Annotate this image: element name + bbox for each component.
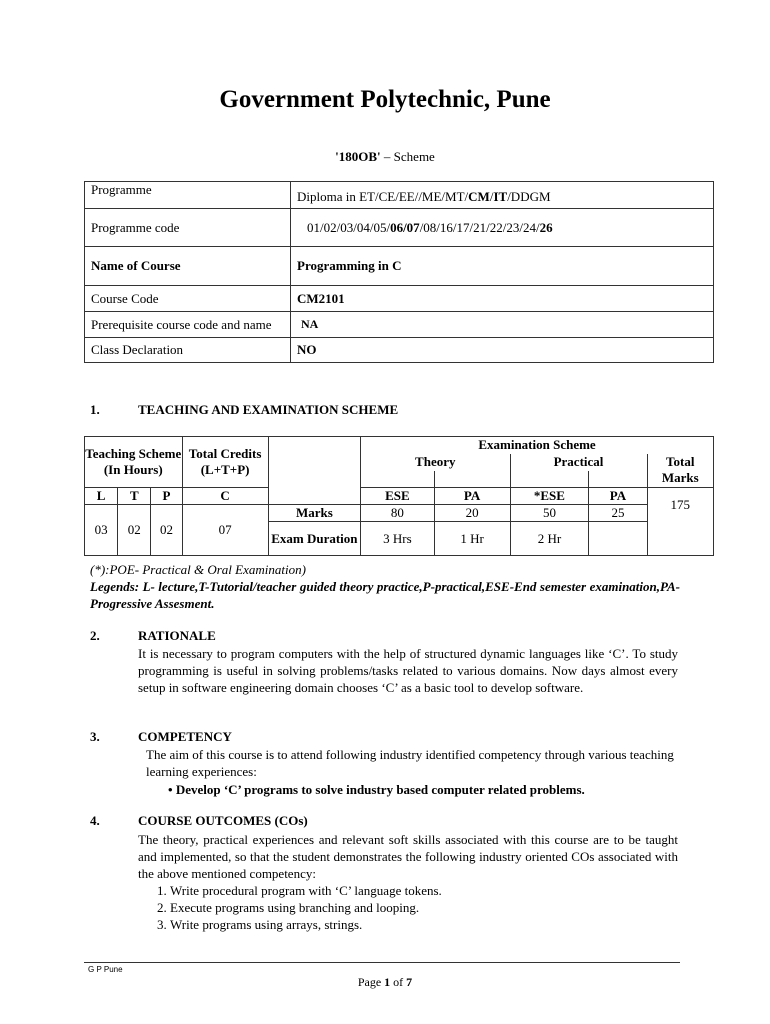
ese-header: ESE [361,488,435,505]
list-item: 2. Execute programs using branching and looping. [170,899,670,916]
section-3-title: COMPETENCY [138,729,232,744]
l-value: 03 [85,505,118,556]
class-declaration-value: NO [291,338,714,363]
total-marks-header: Total Marks [647,454,714,488]
rationale-text: It is necessary to program computers with the help of structured dynamic languages like ‘C’. To study programming is useful in solving problems/tasks related to various domains. Now days almost every setup in software engineering domain chooses ‘C’ as a basic tool to develop software. [138,646,678,695]
scheme-heading [0,149,770,165]
blank-cell [361,471,435,488]
pa2-marks: 25 [589,505,647,522]
competency-bullet [168,781,688,798]
teaching-exam-table [84,436,714,556]
ese-duration: 3 Hrs [361,522,435,556]
blank-cell [589,471,647,488]
t-header: T [118,488,151,505]
poe-note: (*):POE- Practical & Oral Examination) [90,562,306,577]
pa-duration: 1 Hr [434,522,510,556]
bullet-icon: • [168,782,176,797]
star-ese-marks: 50 [510,505,589,522]
blank-cell [268,454,360,471]
section-4-number: 4. [90,813,100,828]
footer-divider [84,962,680,963]
prerequisite-value: NA [291,312,714,338]
examination-scheme-header: Examination Scheme [361,437,714,454]
footer-left-text: G P Pune [88,965,123,974]
teaching-scheme-header: Teaching Scheme (In Hours) [85,437,183,488]
blank-cell [510,471,589,488]
theory-header: Theory [361,454,510,471]
t-value: 02 [118,505,151,556]
p-header: P [151,488,182,505]
scheme-suffix: – Scheme [380,149,435,164]
total-credits-header: Total Credits (L+T+P) [182,437,268,488]
course-name-label: Name of Course [85,247,291,286]
document-title: Government Polytechnic, Pune [219,86,551,113]
course-code-label: Course Code [85,286,291,312]
section-2-number: 2. [90,628,100,643]
blank-cell [434,471,510,488]
exam-duration-label: Exam Duration [268,522,360,556]
l-header: L [85,488,118,505]
scheme-name: '180OB' [335,149,381,164]
programme-label: Programme [85,182,291,209]
star-ese-header: *ESE [510,488,589,505]
star-ese-duration: 2 Hr [510,522,589,556]
c-value: 07 [182,505,268,556]
page-number: Page 1 of 7 [357,975,413,989]
list-item: 3. Write programs using arrays, strings. [170,916,670,933]
section-1-number: 1. [90,402,100,417]
course-info-table [84,181,714,363]
class-declaration-label: Class Declaration [85,338,291,363]
programme-code-value: 01/02/03/04/05/06/07/08/16/17/21/22/23/24/26 [291,209,714,247]
list-item: 1. Write procedural program with ‘C’ language tokens. [170,882,670,899]
blank-cell [268,471,360,488]
course-outcomes-text: The theory, practical experiences and relevant soft skills associated with this course are to be taught and implemented, so that the student demonstrates the following industry oriented COs associated with the above mentioned competency: [138,832,678,881]
programme-value: Diploma in ET/CE/EE//ME/MT/CM/IT/DDGM [291,182,714,209]
legends-text: Legends: L- lecture,T-Tutorial/teacher guided theory practice,P-practical,ESE-End semester examination,PA- Progressive Assesment. [90,579,680,611]
section-2-title: RATIONALE [138,628,216,643]
section-1-title: TEACHING AND EXAMINATION SCHEME [138,402,399,417]
pa-marks: 20 [434,505,510,522]
p-value: 02 [151,505,182,556]
blank-cell [268,488,360,505]
course-outcomes-list [150,882,670,933]
practical-header: Practical [510,454,647,471]
section-3-number: 3. [90,729,100,744]
blank-header-cell [268,437,360,454]
course-name-value: Programming in C [291,247,714,286]
prerequisite-label: Prerequisite course code and name [85,312,291,338]
competency-bullet-text: Develop ‘C’ programs to solve industry based computer related problems. [175,782,585,797]
blank-cell [647,522,714,556]
c-header: C [182,488,268,505]
ese-marks: 80 [361,505,435,522]
total-value: 175 [647,488,714,522]
programme-code-label: Programme code [85,209,291,247]
pa-header: PA [434,488,510,505]
marks-label: Marks [268,505,360,522]
blank-cell [589,522,647,556]
course-code-value: CM2101 [291,286,714,312]
pa2-header: PA [589,488,647,505]
competency-text: The aim of this course is to attend following industry identified competency through various teaching learning experiences: [146,747,674,779]
section-4-title: COURSE OUTCOMES (COs) [138,813,308,828]
